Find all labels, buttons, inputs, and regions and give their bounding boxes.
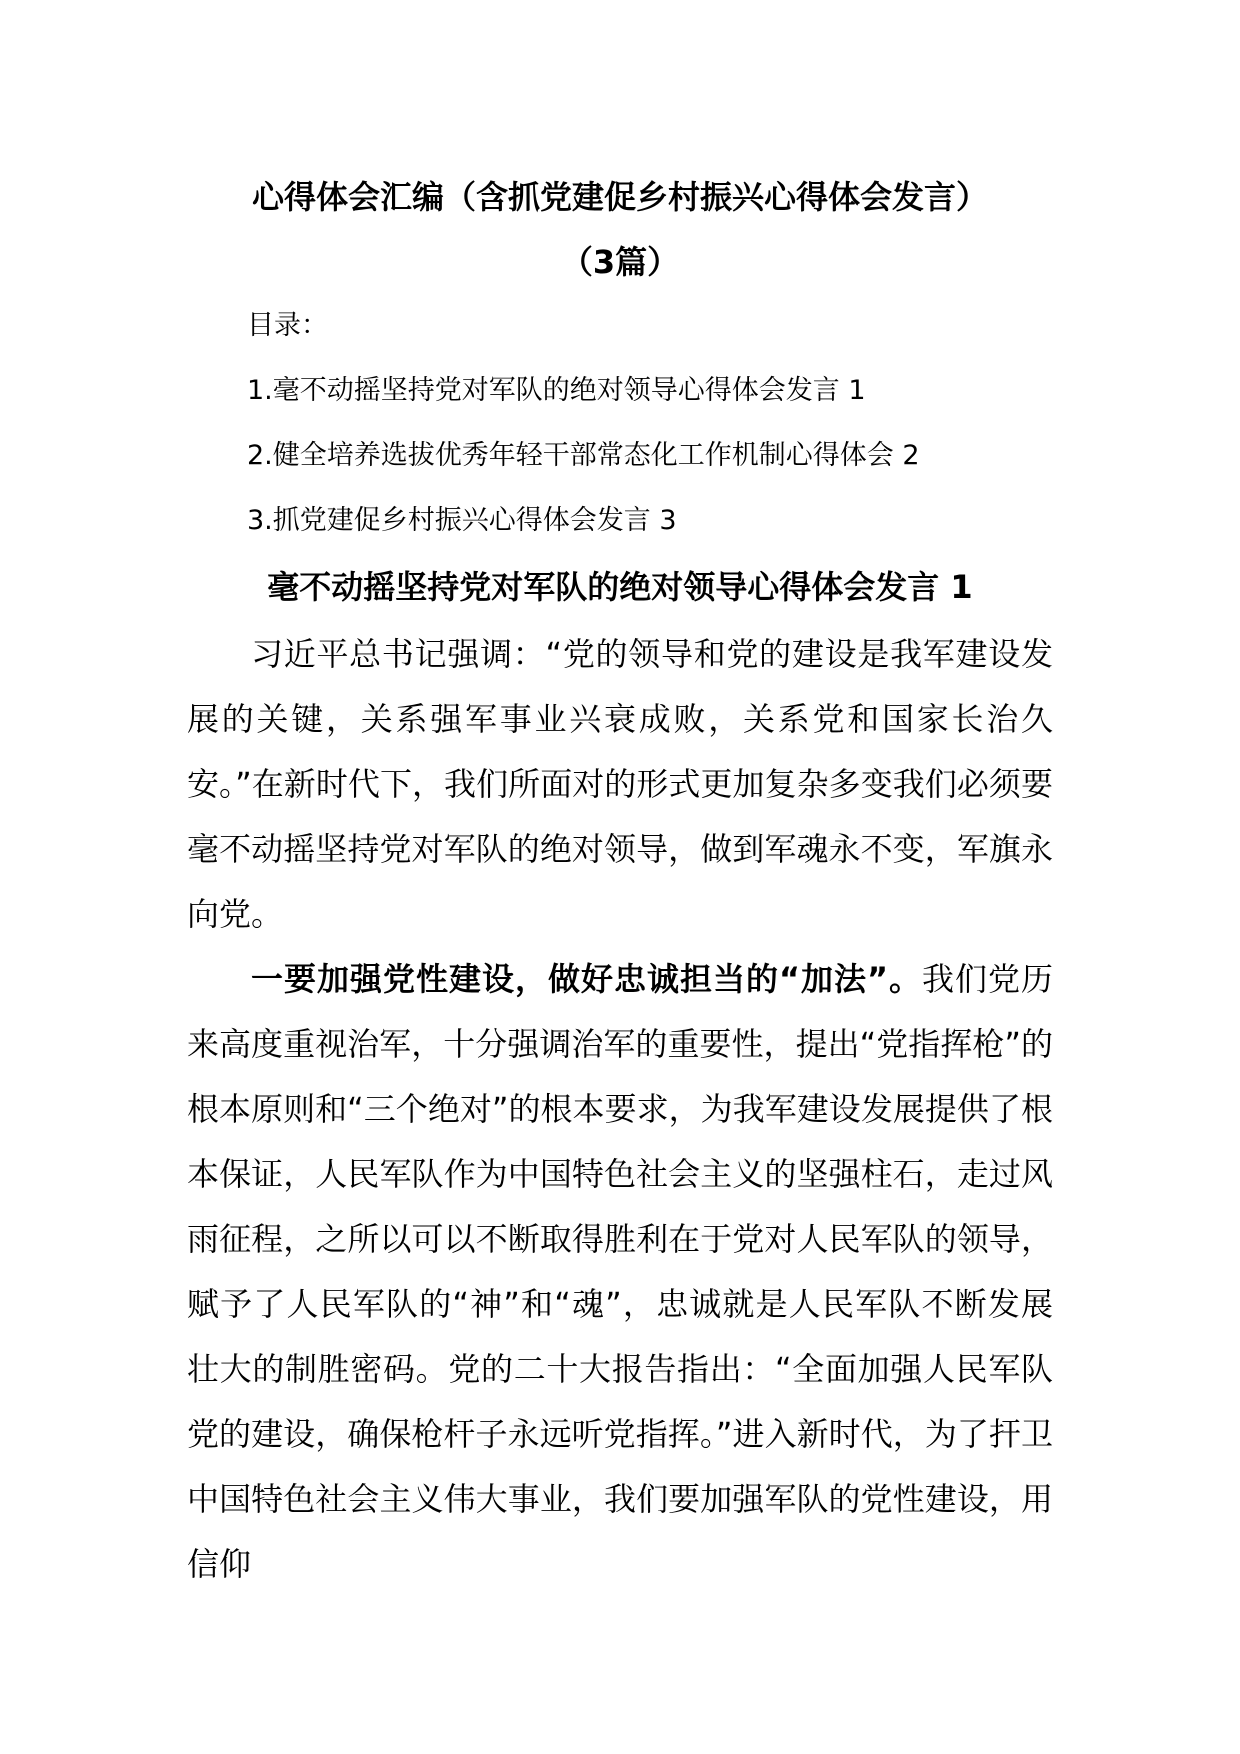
body-paragraph-2 [187, 947, 1053, 1597]
toc-label: 目录： [247, 310, 328, 341]
body-paragraph-1: 习近平总书记强调：“党的领导和党的建设是我军建设发展的关键，关系强军事业兴衰成败，关系党和国家长治久安。”在新时代下，我们所面对的形式更加复杂多变我们必须要毫不动摇坚持党对军队的绝对领导，做到军魂永不变，军旗永向党。 [187, 635, 1053, 933]
paragraph-lead-sentence: 一要加强党性建设，做好忠诚担当的“加法”。 [251, 960, 922, 998]
toc-item-2: 2.健全培养选拔优秀年轻干部常态化工作机制心得体会 2 [247, 440, 920, 471]
toc-item-3: 3.抓党建促乡村振兴心得体会发言 3 [247, 505, 677, 536]
paragraph-body-text: 我们党历来高度重视治军，十分强调治军的重要性，提出“党指挥枪”的根本原则和“三个绝对”的根本要求，为我军建设发展提供了根本保证，人民军队作为中国特色社会主义的坚强柱石，走过风雨征程，之所以可以不断取得胜利在于党对人民军队的领导，赋予了人民军队的“神”和“魂”，忠诚就是人民军队不断发展壮大的制胜密码。党的二十大报告指出：“全面加强人民军队党的建设，确保枪杆子永远听党指挥。”进入新时代，为了扞卫中国特色社会主义伟大事业，我们要加强军队的党性建设，用信仰 [187, 960, 1053, 1583]
document-title-count: （3篇） [560, 243, 680, 281]
toc-item-1: 1.毫不动摇坚持党对军队的绝对领导心得体会发言 1 [247, 375, 866, 406]
section-heading: 毫不动摇坚持党对军队的绝对领导心得体会发言 1 [267, 568, 973, 606]
document-title: 心得体会汇编（含抓党建促乡村振兴心得体会发言） [251, 178, 988, 216]
